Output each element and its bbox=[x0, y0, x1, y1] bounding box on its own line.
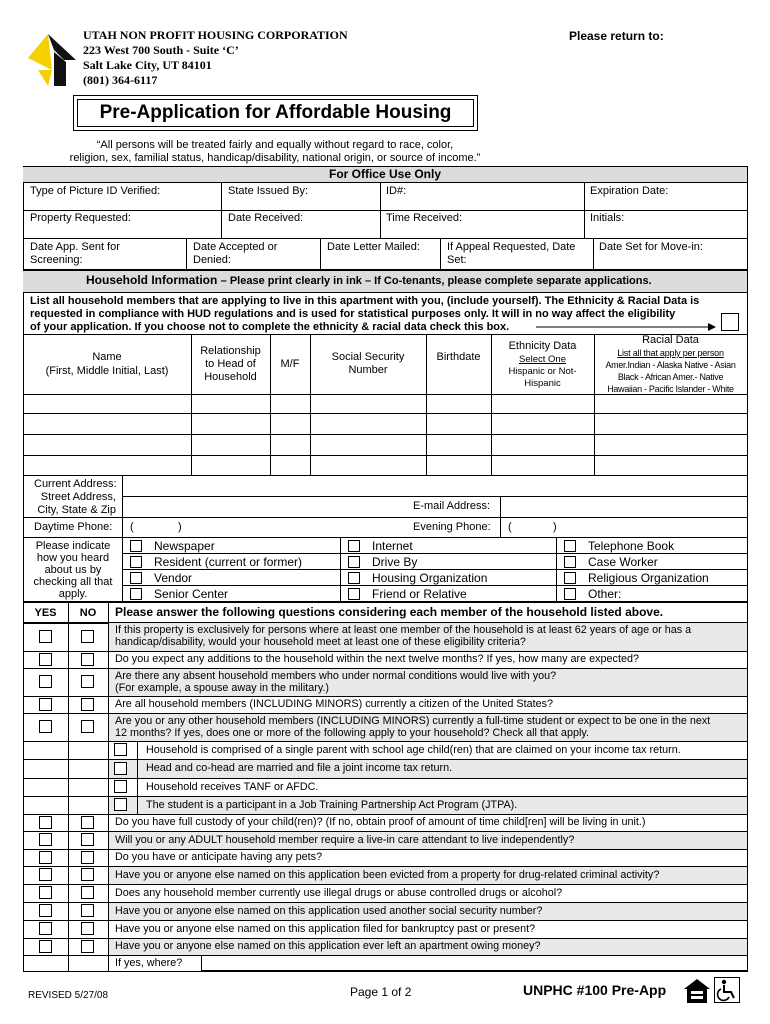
appeal-date-label: If Appeal Requested, Date bbox=[447, 241, 576, 253]
no-column-header: NO bbox=[79, 607, 97, 619]
date-received-label: Date Received: bbox=[228, 212, 304, 224]
question-text: If this property is exclusively for persons where at least one member of the household is at least 62 years of age or has a bbox=[115, 624, 692, 636]
question-text: Have you or anyone else named on this application been evicted from a property for drug-related criminal activity? bbox=[115, 869, 660, 881]
question-text: Will you or any ADULT household member require a live-in care attendant to live independently? bbox=[115, 834, 575, 846]
question-text: Do you have full custody of your child(ren)? (If no, obtain proof of amount of time child[ren] will be living in unit.) bbox=[115, 816, 646, 828]
move-in-date-label: Date Set for Move-in: bbox=[599, 241, 703, 253]
household-heading: Household Information – Please print clearly in ink – If Co-tenants, please complete separate applications. bbox=[86, 273, 652, 287]
heard-option-label: Friend or Relative bbox=[372, 587, 467, 601]
org-name: UTAH NON PROFIT HOUSING CORPORATION bbox=[83, 28, 348, 42]
initials-label: Initials: bbox=[590, 212, 625, 224]
heard-option-label: Internet bbox=[372, 539, 413, 553]
heard-option-label: Religious Organization bbox=[588, 571, 709, 585]
question-text: The student is a participant in a Job Training Partnership Act Program (JTPA). bbox=[146, 799, 518, 811]
household-instructions: List all household members that are applying to live in this apartment with you, (include yourself). The Ethnicity & Racial Data is bbox=[30, 295, 700, 307]
question-text: handicap/disability, would your household meet at least one of these eligibility criteria? bbox=[115, 636, 526, 648]
expiration-label: Expiration Date: bbox=[590, 185, 669, 197]
heard-option-checkbox[interactable] bbox=[348, 540, 360, 552]
yes-checkbox[interactable] bbox=[39, 675, 52, 688]
col-birthdate-header: Birthdate bbox=[436, 351, 481, 363]
no-checkbox[interactable] bbox=[81, 904, 94, 917]
page-number: Page 1 of 2 bbox=[350, 985, 412, 999]
heard-option-checkbox[interactable] bbox=[130, 556, 142, 568]
heard-option-checkbox[interactable] bbox=[130, 588, 142, 600]
page: UTAH NON PROFIT HOUSING CORPORATION 223 West 700 South - Suite ‘C’ Salt Lake City, UT 84101 (801) 364-6117 Please return to: Pre-Application for Affordable Housing “All persons will be treated fairly and equally without regard to race, color, religion, sex, familial status, handicap/disability, national origin, or source of income.” For Office Use Only Type of Picture ID Verified: State Issued By: ID#: Expiration Date: Property Requested: Date Received: Time Received: Initials: Date App. Sent for Screening: Date Accepted or Denied: Date Letter Mailed: If Appeal Requested, Date Set: Date Set for Move-in: Household Information – Please print clearly in ink – If Co-tenants, please complete separate applications. List all household members that are applying to live in this apartment with you, (include yourself). The Ethnicity & Racial Data is requested in compliance with HUD regulations and is used for statistical purposes only. It will in no way affect the eligibility of your application. If you choose not to complete the ethnicity & racial data check this box. Name (First, Middle Initial, Last) Relationship to Head of Household M/F Social Security Number Birthdate Ethnicity Data Select One Hispanic or Not- Hispanic Racial Data List all that apply per person Amer.Indian - Alaska Native - Asian Black - African Amer.- Native Hawaiian - Pacific Islander - White Current Address: Street Address, City, State & Zip E-mail Address: Daytime Phone: ( ) Evening Phone: ( ) Please indicate how you heard about us by checking all that apply. Newspaper Resident (current or former) Vendor Senior Center Internet Drive By Housing Organization Friend or Relative Telephone Book Case Worker Religious Organization Other: YES NO Please answer the following questions considering each member of the household listed above. If this property is exclusively for persons where at least one member of the household is at least 62 years of age or has a handicap/disability, would your household meet at least one of these eligibility criteria? Do you expect any additions to the household within the next twelve months? If yes, how many are expected? Are there any absent household members who under normal conditions would live with you? (For example, a spouse away in the military.) Are all household members (INCLUDING MINORS) currently a citizen of the United States? Are you or any other household members (INCLUDING MINORS) currently a full-time student or expect to be one in the next 12 months? If yes, does one or more of the following apply to your household? Check all that apply. Household is comprised of a single parent with school age child(ren) that are claimed on your income tax return. Head and co-head are married and file a joint income tax return. Household receives TANF or AFDC. The student is a participant in a Job Training Partnership Act Program (JTPA). Do you have full custody of your child(ren)? (If no, obtain proof of amount of time child[ren] will be living in unit.) Will you or any ADULT household member require a live-in care attendant to live independently? Do you have or anticipate having any pets? Have you or anyone else named on this application been evicted from a property for drug-related criminal activity? Does any household member currently use illegal drugs or abuse controlled drugs or alcohol? Have you or anyone else named on this application used another social security number? Have you or anyone else named on this application filed for bankruptcy past or present? Have you or anyone else named on this application ever left an apartment owing money? If yes, where? REVISED 5/27/08 Page 1 of 2 UNPHC #100 Pre-App bbox=[0, 0, 770, 1024]
heard-option-label: Resident (current or former) bbox=[154, 555, 303, 569]
state-issued-label: State Issued By: bbox=[228, 185, 309, 197]
wheelchair-icon bbox=[714, 977, 740, 1003]
student-option-checkbox[interactable] bbox=[114, 780, 127, 793]
yes-checkbox[interactable] bbox=[39, 698, 52, 711]
yes-checkbox[interactable] bbox=[39, 630, 52, 643]
heard-option-checkbox[interactable] bbox=[130, 572, 142, 584]
yes-checkbox[interactable] bbox=[39, 720, 52, 733]
col-ssn-header: Social Security bbox=[331, 351, 405, 363]
yes-column-header: YES bbox=[34, 607, 57, 619]
date-letter-label: Date Letter Mailed: bbox=[327, 241, 420, 253]
heard-option-checkbox[interactable] bbox=[564, 556, 576, 568]
yes-checkbox[interactable] bbox=[39, 851, 52, 864]
heard-option-label: Other: bbox=[588, 587, 622, 601]
col-racial-header: Racial Data bbox=[642, 334, 699, 346]
heard-option-label: Housing Organization bbox=[372, 571, 488, 585]
heard-option-checkbox[interactable] bbox=[564, 572, 576, 584]
heard-option-checkbox[interactable] bbox=[348, 556, 360, 568]
student-option-checkbox[interactable] bbox=[114, 762, 127, 775]
col-mf-header: M/F bbox=[280, 358, 300, 370]
org-phone: (801) 364-6117 bbox=[83, 73, 158, 87]
time-received-label: Time Received: bbox=[386, 212, 463, 224]
yes-checkbox[interactable] bbox=[39, 653, 52, 666]
org-address2: Salt Lake City, UT 84101 bbox=[83, 58, 212, 72]
no-checkbox[interactable] bbox=[81, 922, 94, 935]
heard-option-checkbox[interactable] bbox=[348, 572, 360, 584]
property-requested-label: Property Requested: bbox=[30, 212, 131, 224]
org-address1: 223 West 700 South - Suite ‘C’ bbox=[83, 43, 239, 57]
heard-option-checkbox[interactable] bbox=[130, 540, 142, 552]
question-text: Do you expect any additions to the household within the next twelve months? If yes, how many are expected? bbox=[115, 653, 639, 665]
heard-option-checkbox[interactable] bbox=[348, 588, 360, 600]
question-text: Have you or anyone else named on this application ever left an apartment owing money? bbox=[115, 940, 541, 952]
logo-icon bbox=[24, 30, 80, 88]
daytime-phone-label: Daytime Phone: bbox=[34, 521, 113, 533]
current-address-label: Current Address: bbox=[34, 478, 117, 490]
if-yes-where-field[interactable] bbox=[201, 955, 747, 971]
yes-checkbox[interactable] bbox=[39, 886, 52, 899]
question-text: Are all household members (INCLUDING MINORS) currently a citizen of the United States? bbox=[115, 698, 554, 710]
picture-id-label: Type of Picture ID Verified: bbox=[30, 185, 161, 197]
question-text: 12 months? If yes, does one or more of the following apply to your household? Check all that apply. bbox=[115, 727, 589, 739]
title-box bbox=[73, 95, 478, 131]
question-text: Are there any absent household members who under normal conditions would live with you? bbox=[115, 670, 557, 682]
decline-ethnicity-checkbox[interactable] bbox=[721, 313, 739, 331]
yes-checkbox[interactable] bbox=[39, 922, 52, 935]
heard-option-checkbox[interactable] bbox=[564, 540, 576, 552]
question-text: Have you or anyone else named on this application filed for bankruptcy past or present? bbox=[115, 923, 536, 935]
date-sent-label: Date App. Sent for bbox=[30, 241, 120, 253]
heard-option-label: Vendor bbox=[154, 571, 193, 585]
question-text: Head and co-head are married and file a joint income tax return. bbox=[146, 762, 453, 774]
email-label: E-mail Address: bbox=[413, 500, 491, 512]
revised-date: REVISED 5/27/08 bbox=[28, 990, 109, 1001]
questions-heading: Please answer the following questions considering each member of the household listed above. bbox=[115, 605, 664, 619]
student-option-checkbox[interactable] bbox=[114, 798, 127, 811]
heard-option-label: Drive By bbox=[372, 555, 418, 569]
heard-option-checkbox[interactable] bbox=[564, 588, 576, 600]
no-checkbox[interactable] bbox=[81, 675, 94, 688]
no-checkbox[interactable] bbox=[81, 698, 94, 711]
evening-phone-label: Evening Phone: bbox=[413, 521, 491, 533]
office-heading: For Office Use Only bbox=[328, 167, 442, 181]
col-name-header: Name bbox=[92, 351, 122, 363]
heard-option-label: Newspaper bbox=[154, 539, 215, 553]
page-title: Pre-Application for Affordable Housing bbox=[99, 102, 452, 123]
col-ethnicity-header: Ethnicity Data bbox=[508, 340, 577, 352]
no-checkbox[interactable] bbox=[81, 816, 94, 829]
question-text: Have you or anyone else named on this application used another social security number? bbox=[115, 905, 543, 917]
yes-checkbox[interactable] bbox=[39, 816, 52, 829]
no-checkbox[interactable] bbox=[81, 720, 94, 733]
equal-housing-icon bbox=[683, 978, 711, 1004]
question-text: (For example, a spouse away in the military.) bbox=[115, 682, 330, 694]
yes-checkbox[interactable] bbox=[39, 940, 52, 953]
question-text: Household receives TANF or AFDC. bbox=[146, 781, 319, 793]
notice-line2: religion, sex, familial status, handicap/disability, national origin, or source of income.” bbox=[69, 152, 481, 164]
col-relationship-header: Relationship bbox=[200, 345, 261, 357]
yes-checkbox[interactable] bbox=[39, 833, 52, 846]
no-checkbox[interactable] bbox=[81, 940, 94, 953]
no-checkbox[interactable] bbox=[81, 630, 94, 643]
heard-about-label: Please indicate bbox=[35, 540, 111, 552]
no-checkbox[interactable] bbox=[81, 653, 94, 666]
heard-option-label: Telephone Book bbox=[588, 539, 675, 553]
yes-checkbox[interactable] bbox=[39, 904, 52, 917]
heard-option-label: Case Worker bbox=[588, 555, 658, 569]
no-checkbox[interactable] bbox=[81, 868, 94, 881]
student-option-checkbox[interactable] bbox=[114, 743, 127, 756]
question-text: If yes, where? bbox=[115, 957, 183, 969]
arrow-right-icon bbox=[536, 322, 716, 332]
no-checkbox[interactable] bbox=[81, 833, 94, 846]
question-text: Household is comprised of a single parent with school age child(ren) that are claimed on your income tax return. bbox=[146, 744, 681, 756]
notice-line1: “All persons will be treated fairly and equally without regard to race, color, bbox=[96, 139, 454, 151]
date-accepted-label: Date Accepted or bbox=[193, 241, 278, 253]
id-number-label: ID#: bbox=[386, 185, 407, 197]
heard-option-label: Senior Center bbox=[154, 587, 229, 601]
yes-checkbox[interactable] bbox=[39, 868, 52, 881]
return-to-label: Please return to: bbox=[569, 29, 664, 43]
no-checkbox[interactable] bbox=[81, 886, 94, 899]
question-text: Do you have or anticipate having any pets? bbox=[115, 851, 323, 863]
question-text: Are you or any other household members (INCLUDING MINORS) currently a full-time student or expect to be one in the next bbox=[115, 715, 711, 727]
question-text: Does any household member currently use illegal drugs or abuse controlled drugs or alcohol? bbox=[115, 887, 563, 899]
form-number: UNPHC #100 Pre-App bbox=[523, 982, 667, 998]
no-checkbox[interactable] bbox=[81, 851, 94, 864]
